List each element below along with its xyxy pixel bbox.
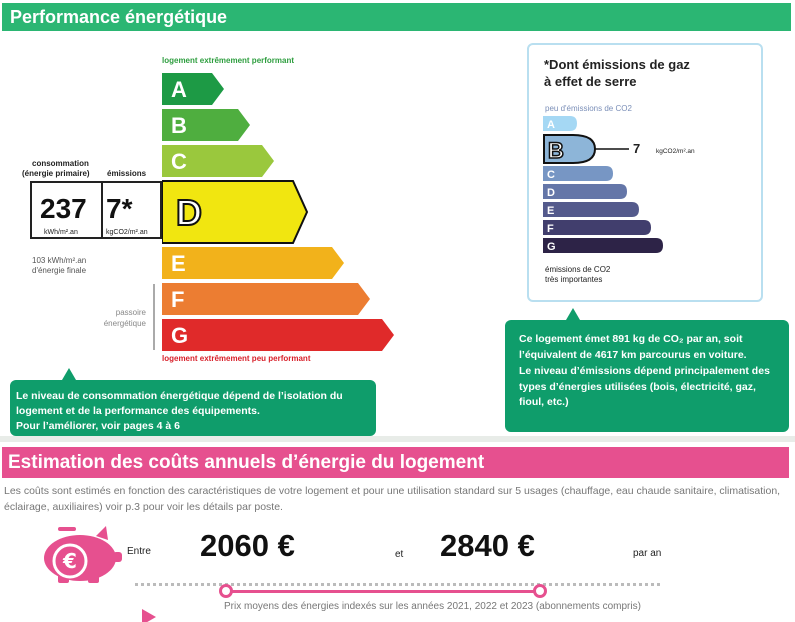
dpe-label-g: G xyxy=(171,323,189,348)
ges-title xyxy=(544,56,744,90)
and-label: et xyxy=(395,549,404,560)
costs-section-header xyxy=(2,447,789,478)
dpe-label-c: C xyxy=(171,149,187,174)
final-energy-value: 103 kWh/m².an xyxy=(32,256,87,265)
energy-bubble-line-2: logement et de la performance des équipements. xyxy=(16,405,260,417)
per-year-label: par an xyxy=(633,548,662,559)
dpe-bottom-label: logement extrêmement peu performant xyxy=(162,354,311,363)
passoire-line-2: énergétique xyxy=(103,319,146,328)
energy-section-title: Performance énergétique xyxy=(10,7,228,27)
ges-bubble-tip xyxy=(566,308,580,320)
value-divider xyxy=(101,183,103,237)
emission-unit: kgCO2/m².an xyxy=(106,229,148,236)
ges-label-a: A xyxy=(547,119,555,131)
ges-info-bubble xyxy=(505,320,789,432)
ges-label-e: E xyxy=(547,205,555,217)
ges-bubble-line-4: types d’énergies utilisées (bois, électricité, gaz, xyxy=(519,381,756,393)
prices-note: Prix moyens des énergies indexés sur les années 2021, 2022 et 2023 (abonnements compris) xyxy=(224,601,641,612)
ges-label-d: D xyxy=(547,187,555,199)
costs-description: Les coûts sont estimés en fonction des caractéristiques de votre logement et pour une utilisation standard sur 5 usages (chauffage, eau chaude sanitaire, climatisation, éclairage, auxiliaires) voir p.3 pour voir les détails par poste. xyxy=(4,485,781,513)
cost-range-bar xyxy=(226,590,540,593)
dpe-bar-g xyxy=(162,319,394,351)
ges-bottom-label-2: très importantes xyxy=(545,275,603,284)
dpe-bar-e xyxy=(162,247,344,279)
ges-bar-g xyxy=(543,238,663,253)
consumption-label: consommation xyxy=(32,159,89,168)
ges-bubble-line-1: Ce logement émet 891 kg de CO₂ par an, soit xyxy=(519,333,743,345)
final-energy-note xyxy=(32,256,86,276)
ges-bubble-line-2: l’équivalent de 4617 km parcourus en voiture. xyxy=(519,349,747,361)
between-label: Entre xyxy=(127,546,151,557)
consumption-unit: kWh/m².an xyxy=(44,229,78,236)
ges-bar-d xyxy=(543,184,627,199)
passoire-bracket xyxy=(153,284,155,350)
passoire-label xyxy=(88,307,146,329)
energy-info-bubble xyxy=(10,380,376,436)
energy-bubble-line-1: Le niveau de consommation énergétique dépend de l’isolation du xyxy=(16,390,343,402)
energy-section-header xyxy=(2,3,791,31)
piggy-bank-icon xyxy=(28,522,124,584)
dpe-top-label: logement extrêmement performant xyxy=(162,56,295,65)
ges-title-line-2: à effet de serre xyxy=(544,74,637,89)
min-cost: 2060 € xyxy=(200,528,295,563)
ges-label-g: G xyxy=(547,241,556,253)
dpe-value-box xyxy=(30,181,162,239)
emission-value: 7* xyxy=(106,193,133,224)
ges-label-c: C xyxy=(547,169,555,181)
ges-title-line-1: *Dont émissions de gaz xyxy=(544,57,690,72)
svg-text:€: € xyxy=(63,549,77,573)
ges-value: 7 xyxy=(633,141,641,156)
final-energy-label: d'énergie finale xyxy=(32,266,87,275)
ges-label-f: F xyxy=(547,223,554,235)
dpe-label-a: A xyxy=(171,77,187,102)
cost-range-track xyxy=(135,583,660,586)
ges-bar-f xyxy=(543,220,651,235)
ges-bubble-line-3: Le niveau d’émissions dépend principalement des xyxy=(519,365,770,377)
ges-bar-e xyxy=(543,202,639,217)
energy-bubble-tip xyxy=(62,368,76,380)
primary-energy-label: (énergie primaire) xyxy=(22,169,90,178)
dpe-label-d: D xyxy=(176,192,202,233)
section-separator xyxy=(0,436,795,442)
dpe-label-e: E xyxy=(171,251,186,276)
emissions-label: émissions xyxy=(107,169,147,178)
max-cost: 2840 € xyxy=(440,528,535,563)
ges-scale-chart xyxy=(543,116,743,262)
max-cost-marker xyxy=(533,584,547,598)
ges-top-label: peu d'émissions de CO2 xyxy=(545,104,632,113)
dpe-label-b: B xyxy=(171,113,187,138)
pink-pointer-icon xyxy=(142,609,156,622)
passoire-line-1: passoire xyxy=(115,308,146,317)
min-cost-marker xyxy=(219,584,233,598)
ges-bubble-line-5: fioul, etc.) xyxy=(519,396,569,408)
ges-bottom-label-1: émissions de CO2 xyxy=(545,265,611,274)
ges-label-b: B xyxy=(548,138,564,163)
consumption-value: 237 xyxy=(40,193,87,224)
dpe-bar-f xyxy=(162,283,370,315)
dpe-scale-chart xyxy=(162,73,422,363)
costs-section-title: Estimation des coûts annuels d’énergie du logement xyxy=(8,452,485,473)
ges-unit: kgCO2/m².an xyxy=(656,148,695,155)
energy-bubble-line-3: Pour l’améliorer, voir pages 4 à 6 xyxy=(16,420,180,432)
dpe-label-f: F xyxy=(171,287,185,312)
